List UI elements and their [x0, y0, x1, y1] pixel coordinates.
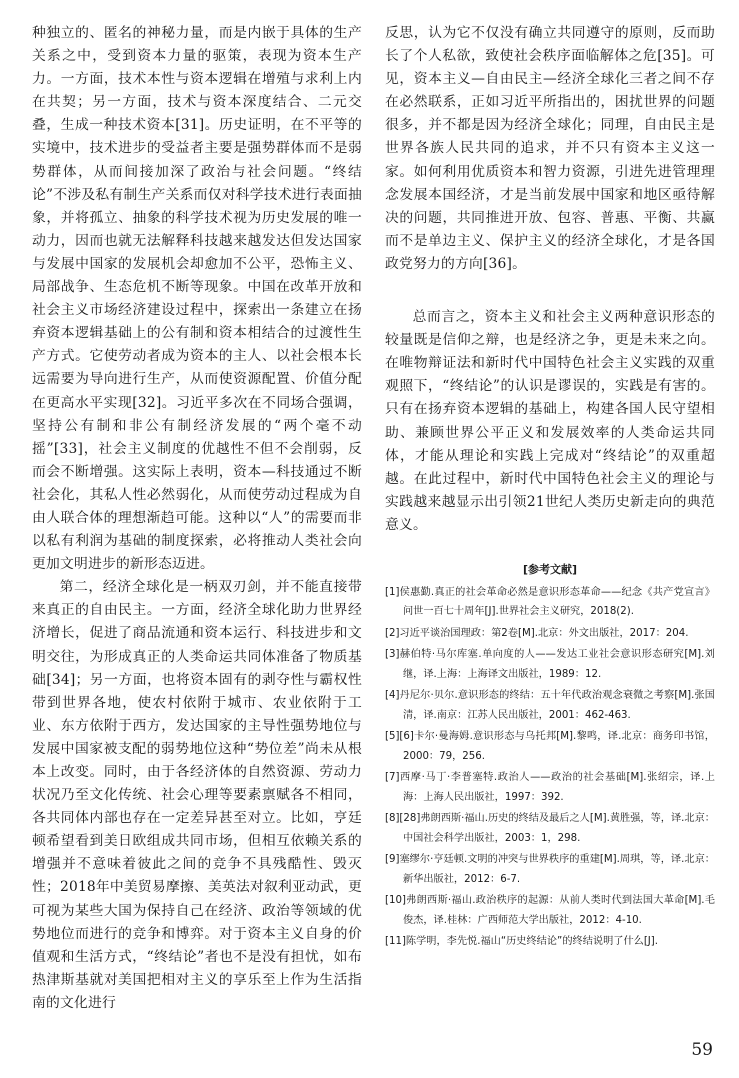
reference-item: [2]习近平谈治国理政：第2卷[M].北京：外文出版社，2017：204.: [385, 627, 689, 639]
left-column: [32, 22, 362, 1015]
reference-item: [7]西摩·马丁·李普塞特.政治人——政治的社会基础[M].张绍宗，译.上海：上海人民出版社，1997：392.: [385, 772, 715, 803]
conclusion-paragraph: 总而言之，资本主义和社会主义两种意识形态的较量既是信仰之辩，也是经济之争，更是未来之向。在唯物辩证法和新时代中国特色社会主义实践的双重观照下，“终结论”的认识是谬误的，实践是有害的。只有在扬弃资本逻辑的基础上，构建各国人民守望相助、兼顾世界公平正义和发展效率的人类命运共同体，才能从理论和实践上完成对“终结论”的双重超越。在此过程中，新时代中国特色社会主义的理论与实践越来越显示出引领21世纪人类历史新走向的典范意义。: [385, 309, 715, 533]
reference-item: [4]丹尼尔·贝尔.意识形态的终结：五十年代政治观念衰微之考察[M].张国清，译.南京：江苏人民出版社，2001：462-463.: [385, 690, 715, 721]
reference-item: [11]陈学明，李先悦.福山“历史终结论”的终结说明了什么[J].: [385, 936, 659, 948]
reference-item: [1]侯惠勤.真正的社会革命必然是意识形态革命——纪念《共产党宣言》问世一百七十周年[J].世界社会主义研究，2018(2).: [385, 586, 715, 618]
reference-item: [5][6]卡尔·曼海姆.意识形态与乌托邦[M].黎鸣，译.北京：商务印书馆，2000：79，256.: [385, 731, 715, 762]
reference-item: [3]赫伯特·马尔库塞.单向度的人——发达工业社会意识形态研究[M].刘继，译.上海：上海译文出版社，1989：12.: [385, 649, 715, 680]
body-paragraph: 种独立的、匿名的神秘力量，而是内嵌于具体的生产关系之中，受到资本力量的驱策，表现为资本生产力。一方面，技术本性与资本逻辑在增殖与求利上内在共契；另一方面，技术与资本深度结合、二元交叠，生成一种技术资本[31]。历史证明，在不平等的实境中，技术进步的受益者主要是强势群体而不是弱势群体，从而间接加深了政治与社会问题。“终结论”不涉及私有制生产关系而仅对科学技术进行表面抽象，并将孤立、抽象的科学技术视为历史发展的唯一动力，因而也就无法解释科技越来越发达但发达国家与发展中国家的发展机会却愈加不公平，恐怖主义、局部战争、生态危机不断等现象。中国在改革开放和社会主义市场经济建设过程中，探索出一条建立在扬弃资本逻辑基础上的公有制和资本相结合的过渡性生产方式。它使劳动者成为资本的主人、以社会根本长远需要为导向进行生产，从而使资源配置、价值分配在更高水平实现[32]。习近平多次在不同场合强调，坚持公有制和非公有制经济发展的“两个毫不动摇”[33]，社会主义制度的优越性不但不会削弱，反而会不断增强。这实际上表明，资本—科技通过不断社会化，其私人性必然弱化，从而使劳动过程成为自由人联合体的理想渐趋可能。这种以“人”的需要而非以私有利润为基础的制度探索，必将推动人类社会向更加文明进步的新形态迈进。: [32, 25, 362, 573]
body-paragraph: 第二，经济全球化是一柄双刃剑，并不能直接带来真正的自由民主。一方面，经济全球化助力世界经济增长，促进了商品流通和资本运行、科技进步和文明交往，为形成真正的人类命运共同体准备了物质基础[34]；另一方面，也将资本固有的剥夺性与霸权性带到世界各地，使农村依附于城市、农业依附于工业、东方依附于西方，发达国家的主导性强势地位与发展中国家被支配的弱势地位这种“势位差”尚未从根本上改变。同时，由于各经济体的自然资源、劳动力状况乃至文化传统、社会心理等要素禀赋各不相同，各共同体内部也存在一定差异甚至对立。比如，亨廷顿希望看到美日欧组成共同市场，但相互依赖关系的增强并不意味着彼此之间的竞争不具残酷性、毁灭性；2018年中美贸易摩擦、美英法对叙利亚动武，更可视为某些大国为保持自己在经济、政治等领域的优势地位而进行的竞争和博弈。对于资本主义自身的价值观和生活方式，“终结论”者也不是没有担忧，如布热津斯基就对美国把相对主义的享乐至上作为生活指南的文化进行: [32, 579, 362, 1011]
references-list: [385, 583, 715, 952]
paragraph-gap: [385, 276, 715, 306]
page-number: 59: [691, 1040, 713, 1060]
reference-item: [8][28]弗朗西斯·福山.历史的终结及最后之人[M].黄胜强，等，译.北京：中国社会科学出版社，2003：1，298.: [385, 813, 715, 844]
reference-item: [9]塞缪尔·亨廷顿.文明的冲突与世界秩序的重建[M].周琪，等，译.北京：新华出版社，2012：6-7.: [385, 854, 715, 885]
right-column: [385, 22, 715, 954]
body-paragraph: 反思，认为它不仅没有确立共同遵守的原则，反而助长了个人私欲，致使社会秩序面临解体之危[35]。可见，资本主义—自由民主—经济全球化三者之间不存在必然联系，正如习近平所指出的，困扰世界的问题很多，并不都是因为经济全球化；同理，自由民主是世界各族人民共同的追求，并不只有资本主义这一家。如何利用优质资本和智力资源，引进先进管理理念发展本国经济，才是当前发展中国家和地区亟待解决的问题，共同推进开放、包容、普惠、平衡、共赢而不是单边主义、保护主义的经济全球化，才是各国政党努力的方向[36]。: [385, 25, 715, 272]
reference-item: [10]弗朗西斯·福山.政治秩序的起源：从前人类时代到法国大革命[M].毛俊杰，译.桂林：广西师范大学出版社，2012：4-10.: [385, 895, 715, 926]
references-title: [参考文献]: [522, 562, 578, 576]
